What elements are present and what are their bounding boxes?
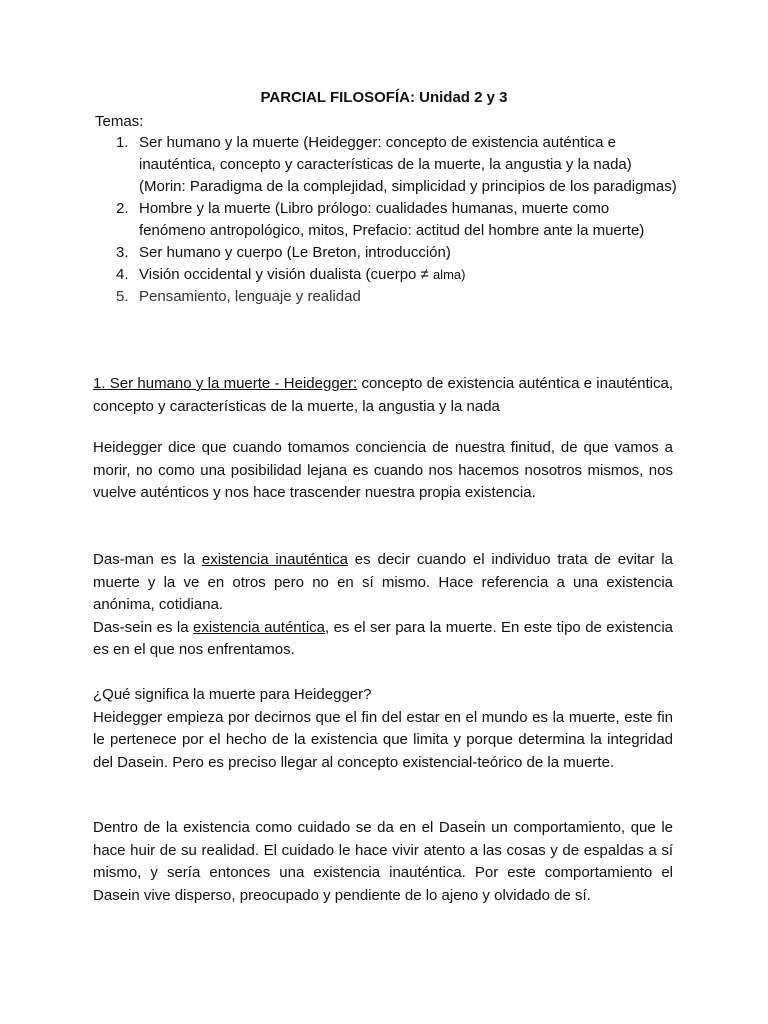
list-number: 1. (116, 134, 129, 151)
question-text: ¿Qué significa la muerte para Heidegger? (93, 686, 372, 703)
list-item-small-text: alma) (432, 267, 466, 282)
list-item (95, 242, 680, 264)
das-sein-text: Das-sein es la (93, 618, 193, 636)
list-item (95, 198, 680, 242)
das-sein-rest: , es el ser para la muerte. En este tipo de existencia es en el que nos enfrentamos. (93, 618, 674, 658)
paragraph-muerte-heidegger (93, 684, 673, 774)
section-heading-rest: concepto de existencia auténtica e inauténtica, concepto y características de la muerte, la angustia y la nada (93, 375, 674, 415)
list-item (95, 132, 680, 198)
list-item-text: Hombre y la muerte (Libro prólogo: cualidades humanas, muerte como fenómeno antropológico, mitos, Prefacio: actitud del hombre ante la muerte) (139, 200, 645, 239)
list-number: 2. (116, 200, 129, 217)
paragraph-cuidado: Dentro de la existencia como cuidado se da en el Dasein un comportamiento, que le hace huir de su realidad. El cuidado le hace vivir atento a las cosas y de espaldas a sí mismo, y sería entonces una existencia inauténtica. Por este comportamiento el Dasein vive disperso, preocupado y pendiente de lo ajeno y olvidado de sí. (93, 819, 673, 904)
list-item (95, 286, 680, 308)
list-item-text: Ser humano y cuerpo (Le Breton, introducción) (139, 244, 451, 261)
list-item-text: Ser humano y la muerte (Heidegger: concepto de existencia auténtica e inauténtica, concepto y características de la muerte, la angustia y la nada) (Morin: Paradigma de la complejidad, simplicidad y principios de los paradigmas) (139, 134, 677, 195)
list-item (95, 264, 680, 286)
section-heading-paragraph (93, 373, 673, 418)
paragraph-finitud: Heidegger dice que cuando tomamos conciencia de nuestra finitud, de que vamos a morir, no como una posibilidad lejana es cuando nos hacemos nosotros mismos, nos vuelve auténticos y nos hace trascender nuestra propia existencia. (93, 439, 673, 501)
das-man-text: Das-man es la (93, 551, 202, 568)
topics-list (95, 132, 680, 308)
list-number: 4. (116, 266, 129, 283)
temas-label: Temas: (95, 113, 144, 130)
list-number: 3. (116, 244, 129, 261)
das-man-rest: es decir cuando el individuo trata de evitar la muerte y la ve en otros pero no en sí mismo. Hace referencia a una existencia anónima, cotidiana. (93, 551, 673, 613)
question-answer: Heidegger empieza por decirnos que el fin del estar en el mundo es la muerte, este fin le pertenece por el hecho de la existencia que limita y porque determina la integridad del Dasein. Pero es preciso llegar al concepto existencial-teórico de la muerte. (93, 708, 673, 771)
section-heading: 1. Ser humano y la muerte - Heidegger: (93, 375, 358, 392)
list-item-text: Visión occidental y visión dualista (cuerpo ≠ (139, 266, 433, 283)
paragraph-das-man (93, 549, 673, 662)
list-number: 5. (116, 288, 129, 305)
underlined-term: existencia auténtica (192, 618, 325, 636)
document-title: PARCIAL FILOSOFÍA: Unidad 2 y 3 (260, 89, 508, 106)
list-item-text: Pensamiento, lenguaje y realidad (139, 288, 361, 305)
underlined-term: existencia inauténtica (201, 551, 348, 568)
